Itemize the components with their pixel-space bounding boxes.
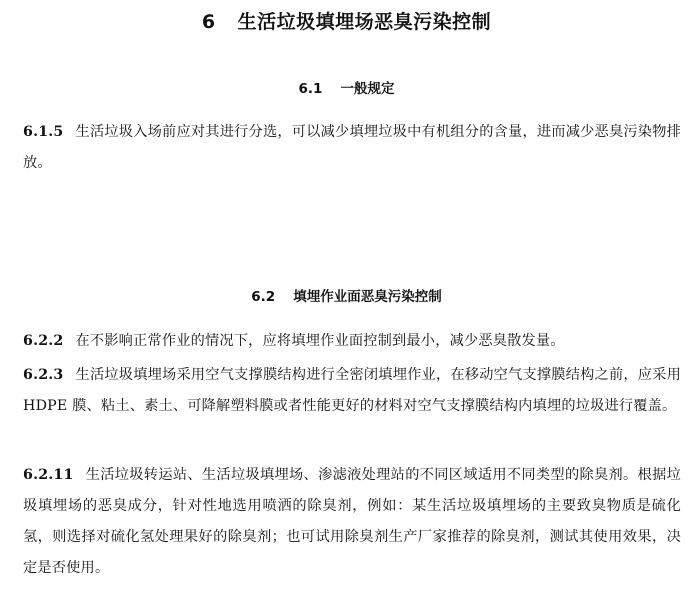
clause-6-2-11: [23, 460, 681, 584]
clause-text: 生活垃圾入场前应对其进行分选，可以减少填埋垃圾中有机组分的含量，进而减少恶臭污染物排放。: [23, 124, 681, 171]
clause-number: 6.2.3: [23, 367, 64, 383]
clause-number: 6.2.11: [23, 467, 74, 483]
section-title-text: 填埋作业面恶臭污染控制: [293, 289, 442, 305]
clause-text: 生活垃圾转运站、生活垃圾填埋场、渗滤液处理站的不同区域适用不同类型的除臭剂。根据垃圾填埋场的恶臭成分，针对性地选用喷洒的除臭剂，例如：某生活垃圾填埋场的主要致臭物质是硫化氢，则选择对硫化氢处理果好的除臭剂；也可试用除臭剂生产厂家推荐的除臭剂，测试其使用效果，决定是否使用。: [23, 467, 681, 576]
clause-number: 6.2.2: [23, 333, 64, 349]
clause-6-1-5: [23, 117, 681, 179]
clause-text: 生活垃圾填埋场采用空气支撑膜结构进行全密闭填埋作业，在移动空气支撑膜结构之前，应采用 HDPE 膜、粘土、素土、可降解塑料膜或者性能更好的材料对空气支撑膜结构内填埋的垃圾进行覆盖。: [23, 367, 681, 414]
clause-6-2-3: [23, 360, 681, 422]
clause-text: 在不影响正常作业的情况下，应将填埋作业面控制到最小，减少恶臭散发量。: [75, 333, 565, 349]
section-title-6-1: [0, 77, 693, 97]
chapter-title: [0, 7, 693, 34]
section-number: 6.2: [251, 289, 276, 305]
section-title-6-2: [0, 285, 693, 305]
section-title-text: 一般规定: [340, 81, 395, 97]
section-number: 6.1: [298, 81, 323, 97]
clause-number: 6.1.5: [23, 124, 64, 140]
chapter-number: 6: [201, 11, 216, 33]
clause-6-2-2: [23, 326, 681, 357]
chapter-title-text: 生活垃圾填埋场恶臭污染控制: [237, 11, 492, 33]
